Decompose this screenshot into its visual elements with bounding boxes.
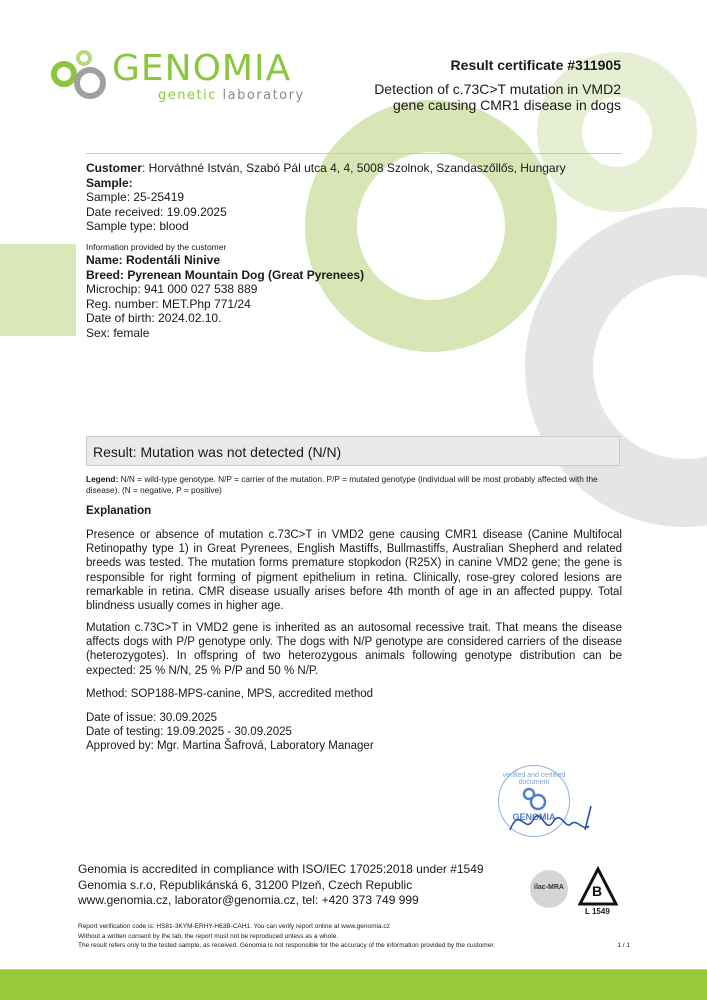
certificate-subtitle-1: Detection of c.73C>T mutation in VMD2 [374, 81, 621, 97]
footer-disclaimer [78, 922, 630, 951]
accreditation-line: Genomia is accredited in compliance with ISO/IEC 17025:2018 under #1549 [78, 862, 484, 876]
signature-icon [505, 800, 600, 840]
accreditation-footer [78, 862, 484, 909]
svg-text:B: B [592, 883, 603, 899]
certificate-subtitle-2: gene causing CMR1 disease in dogs [392, 97, 621, 113]
microchip: Microchip: 941 000 027 538 889 [86, 282, 258, 297]
explanation-paragraph-1: Presence or absence of mutation c.73C>T in VMD2 gene causing CMR1 disease (Canine Multifocal Retinopathy type 1) in Great Pyrenees, English Mastiffs, Bullmastiffs, Australian Shepherd and related breeds was tested. The mutation forms premature stopkodon (R25X) in canine VMD2 gene; the gene is responsible for right forming of pigment epithelium in retina. Clinically, rose-grey colored lesions are remarkable in retina. CMR disease usually arises before 4th month of age in an affected puppy. Total blindness usually comes in higher age. [86, 529, 622, 613]
genomia-logo [50, 50, 310, 110]
ilac-mra-logo: ilac-MRA [530, 870, 568, 908]
decorative-band [0, 244, 76, 336]
method: Method: SOP188-MPS-canine, MPS, accredited method [86, 688, 374, 700]
result-box: Result: Mutation was not detected (N/N) [86, 436, 620, 466]
explanation-title: Explanation [86, 505, 152, 517]
bottom-bar [0, 969, 707, 1000]
sample-type: Sample type: blood [86, 219, 189, 234]
reproduction-note: Without a written consent by the lab, the report must not be reproduced unless as a whole. [78, 932, 339, 940]
date-of-issue: Date of issue: 30.09.2025 [86, 712, 218, 724]
dog-breed: Breed: Pyrenean Mountain Dog (Great Pyrenees) [86, 267, 365, 282]
sample-heading: Sample: [86, 175, 133, 190]
issue-dates [86, 711, 622, 754]
page-number: 1 / 1 [617, 942, 630, 949]
address-line: Genomia s.r.o, Republikánská 6, 31200 Plzeň, Czech Republic [78, 877, 413, 892]
date-of-testing: Date of testing: 19.09.2025 - 30.09.2025 [86, 726, 292, 739]
responsibility-note: The result refers only to the tested sample, as received. Genomia is not responsible for the accuracy of the information provided by the customer. [78, 942, 495, 949]
certificate-header [374, 57, 621, 113]
cai-accreditation-icon [578, 866, 618, 906]
customer-line: Customer: Horváthné István, Szabó Pál utca 4, 4, 5008 Szolnok, Szandaszőllős, Hungary [86, 161, 566, 175]
date-received: Date received: 19.09.2025 [86, 204, 227, 219]
sex: Sex: female [86, 325, 150, 340]
result-legend: Legend: N/N = wild-type genotype. N/P = carrier of the mutation. P/P = mutated genotype (individual will be most probably affected with the disease). (N = negative, P = positive) [86, 474, 598, 495]
logo-tagline: genetic laboratory [158, 88, 305, 103]
sample-id: Sample: 25-25419 [86, 190, 185, 205]
contact-line: www.genomia.cz, laborator@genomia.cz, tel: +420 373 749 999 [78, 893, 419, 907]
date-of-birth: Date of birth: 2024.02.10. [86, 311, 222, 326]
logo-circles-icon [50, 50, 112, 105]
approved-by: Approved by: Mgr. Martina Šafrová, Laboratory Manager [86, 740, 374, 753]
reg-number: Reg. number: MET.Php 771/24 [86, 296, 251, 311]
header-divider [86, 153, 622, 154]
stamp-name: GENOMIA [512, 812, 556, 822]
dog-info-block [86, 242, 364, 341]
dog-name: Name: Rodentáli Ninive [86, 253, 221, 267]
explanation-paragraph-2: Mutation c.73C>T in VMD2 gene is inherited as an autosomal recessive trait. That means the disease affects dogs with P/P genotype only. The dogs with N/P genotype are considered carriers of the disease (heterozygotes). In offspring of two heterozygous animals following genotype distribution can be expected: 25 % N/N, 25 % P/P and 50 % N/P. [86, 622, 622, 677]
logo-wordmark: GENOMIA [112, 48, 292, 89]
verification-code: Report verification code is: HS81-3KYM-ERHY-H63B-CAH1. You can verify report online at www.genomia.cz [78, 923, 390, 930]
info-note: Information provided by the customer [86, 242, 227, 252]
stamp-text: verified and certified document [502, 772, 566, 786]
certificate-title: Result certificate #311905 [450, 57, 621, 73]
customer-sample-block [86, 161, 566, 234]
cai-number: L 1549 [585, 907, 610, 916]
